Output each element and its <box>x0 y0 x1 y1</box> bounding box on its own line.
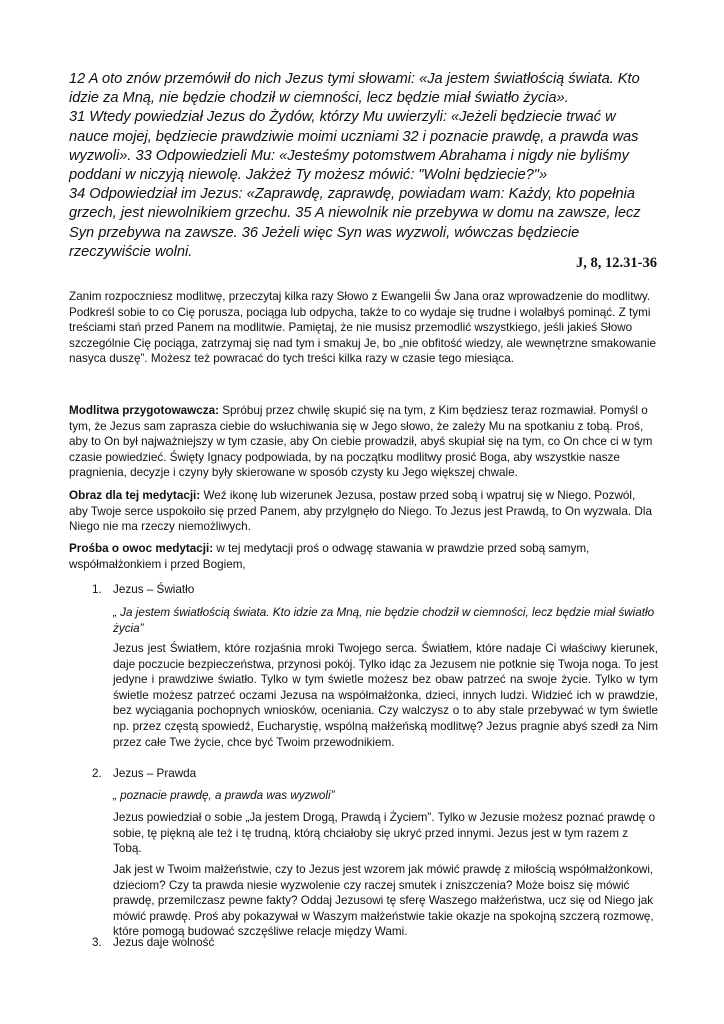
list-item-number: 2. <box>92 767 102 780</box>
scripture-line: nauce mojej, będziecie prawdziwie moimi uczniami 32 i poznacie prawdę, a prawda was <box>69 128 639 145</box>
scripture-line: idzie za Mną, nie będzie chodził w ciemności, lecz będzie miał światło życia». <box>69 90 569 107</box>
scripture-line: rzeczywiście wolni. <box>69 243 193 260</box>
scripture-line: grzech, jest niewolnikiem grzechu. 35 A niewolnik nie przebywa w domu na zawsze, lecz <box>69 205 641 222</box>
list-item-paragraph: Jezus powiedział o sobie „Ja jestem Drogą, Prawdą i Życiem”. Tylko w Jezusie możesz poznać prawdę o sobie, tę piękną ale też i tę trudną, którą chciałoby się ukryć przed innymi. Jezus jest w tym razem z Tobą. <box>113 811 656 856</box>
list-item-paragraph: Jak jest w Twoim małżeństwie, czy to Jezus jest wzorem jak mówić prawdę z miłością współmałżonkowi, dzieciom? Czy ta prawda niesie wyzwolenie czy raczej smutek i zniszczenia? Może boisz się mówić prawdę, przemilczasz pewne fakty? Oddaj Jezusowi tę sferę Waszego małżeństwa, ucz się od Niego jak mówić prawdę. Proś aby pokazywał w Waszym małżeństwie takie okazje na spokojną szczerą rozmowę, które pomogą budować szczęśliwe relacje między Wami. <box>113 863 654 939</box>
list-item-heading <box>92 582 194 598</box>
scripture-line: poddani w niczyją niewolę. Jakżeż Ty możesz mówić: "Wolni będziecie?"» <box>69 167 548 184</box>
intro-paragraph: Zanim rozpoczniesz modlitwę, przeczytaj kilka razy Słowo z Ewangelii Św Jana oraz wprowadzenie do modlitwy. Podkreśl sobie to co Cię porusza, pociąga lub odpycha, także to co wydaje się trudne i wolałbyś pominąć. Z tymi treściami stań przed Panem na modlitwie. Pamiętaj, że nie musisz przemodlić wszystkiego, jeśli jakieś Słowo szczególnie Cię pociąga, zatrzymaj się nad tym i smakuj Je, bo „nie obfitość wiedzy, ale wewnętrzne smakowanie nasyca duszę”. Możesz też powracać do tych treści kilka razy w czasie tego miesiąca. <box>69 290 657 366</box>
list-item-title: Jezus – Światło <box>113 583 195 596</box>
meditation-image-label: Obraz dla tej medytacji: <box>69 489 201 502</box>
scripture-line: wyzwoli». 33 Odpowiedzieli Mu: «Jesteśmy potomstwem Abrahama i nigdy nie byliśmy <box>69 147 629 164</box>
scripture-passage <box>69 70 659 262</box>
petition-label: Prośba o owoc medytacji: <box>69 542 214 555</box>
scripture-line: 31 Wtedy powiedział Jezus do Żydów, którzy Mu uwierzyli: «Jeżeli będziecie trwać w <box>69 109 616 126</box>
meditation-image-text: Weź ikonę lub wizerunek Jezusa, postaw przed sobą i wpatruj się w Niego. Pozwól, aby Twoje serce uspokoiło się przed Panem, aby przylgnęło do Niego. To Jezus jest Prawdą, to On wyzwala. Dla Niego nie ma rzeczy niemożliwych. <box>69 489 652 534</box>
scripture-reference: J, 8, 12.31-36 <box>576 255 657 271</box>
list-item-number: 1. <box>92 583 102 596</box>
preparatory-prayer-text: Spróbuj przez chwilę skupić się na tym, z Kim będziesz teraz rozmawiał. Pomyśl o tym, że Jezus sam zaprasza ciebie do wsłuchiwania się w Jego słowo, że zależy Mu na spotkaniu z tobą. Proś, aby to On był najważniejszy w tym czasie, aby On ciebie prowadził, abyś skupiał się na tym, co On chce ci w tym czasie powiedzieć. Święty Ignacy podpowiada, by na początku modlitwy prosić Boga, aby wszystkie nasze pragnienia, decyzje i czyny były skierowane w sposób czysty ku Jego większej chwale. <box>69 404 653 480</box>
list-item-heading <box>92 766 196 782</box>
scripture-line: 34 Odpowiedział im Jezus: «Zaprawdę, zaprawdę, powiadam wam: Każdy, kto popełnia <box>69 186 635 203</box>
list-item-paragraph: Jezus jest Światłem, które rozjaśnia mroki Twojego serca. Światłem, które nadaje Ci właściwy kierunek, daje poczucie bezpieczeństwa, przynosi pokój. Tylko idąc za Jezusem nie potknie się Twoja noga. To jest jedyne i prawdziwe światło. Tylko w tym świetle możesz bez obaw patrzeć na swoje życie. Tylko w tym świetle możesz patrzeć oczami Jezusa na współmałżonka, dzieci, innych ludzi. Widzieć ich w prawdzie, bez wyciągania pochopnych wniosków, oceniania. Czy walczysz o to aby stale przebywać w tym świetle np. przez częstą spowiedź, Eucharystię, wspólną małżeńską modlitwę? Jezus pragnie abyś szedł za Nim przez całe Twe życie, chce być Twoim przewodnikiem. <box>113 642 658 749</box>
list-item-title: Jezus – Prawda <box>113 767 197 780</box>
list-item-title: Jezus daje wolność <box>113 936 215 949</box>
list-item-number: 3. <box>92 936 102 949</box>
petition-paragraph <box>69 541 657 572</box>
scripture-line: 12 A oto znów przemówił do nich Jezus tymi słowami: «Ja jestem światłością świata. Kto <box>69 71 640 87</box>
meditation-image-paragraph <box>69 488 657 535</box>
scripture-line: Syn przebywa na zawsze. 36 Jeżeli więc Syn was wyzwoli, wówczas będziecie <box>69 224 580 241</box>
preparatory-prayer-label: Modlitwa przygotowawcza: <box>69 404 219 417</box>
list-item-quote: „ poznacie prawdę, a prawda was wyzwoli” <box>113 789 335 802</box>
preparatory-prayer-paragraph <box>69 403 657 481</box>
petition-text: w tej medytacji proś o odwagę stawania w prawdzie przed sobą samym, współmałżonkiem i przed Bogiem, <box>69 542 590 571</box>
list-item-heading <box>92 935 214 951</box>
list-item-quote: „ Ja jestem światłością świata. Kto idzie za Mną, nie będzie chodził w ciemności, lecz będzie miał światło życia” <box>113 606 655 635</box>
